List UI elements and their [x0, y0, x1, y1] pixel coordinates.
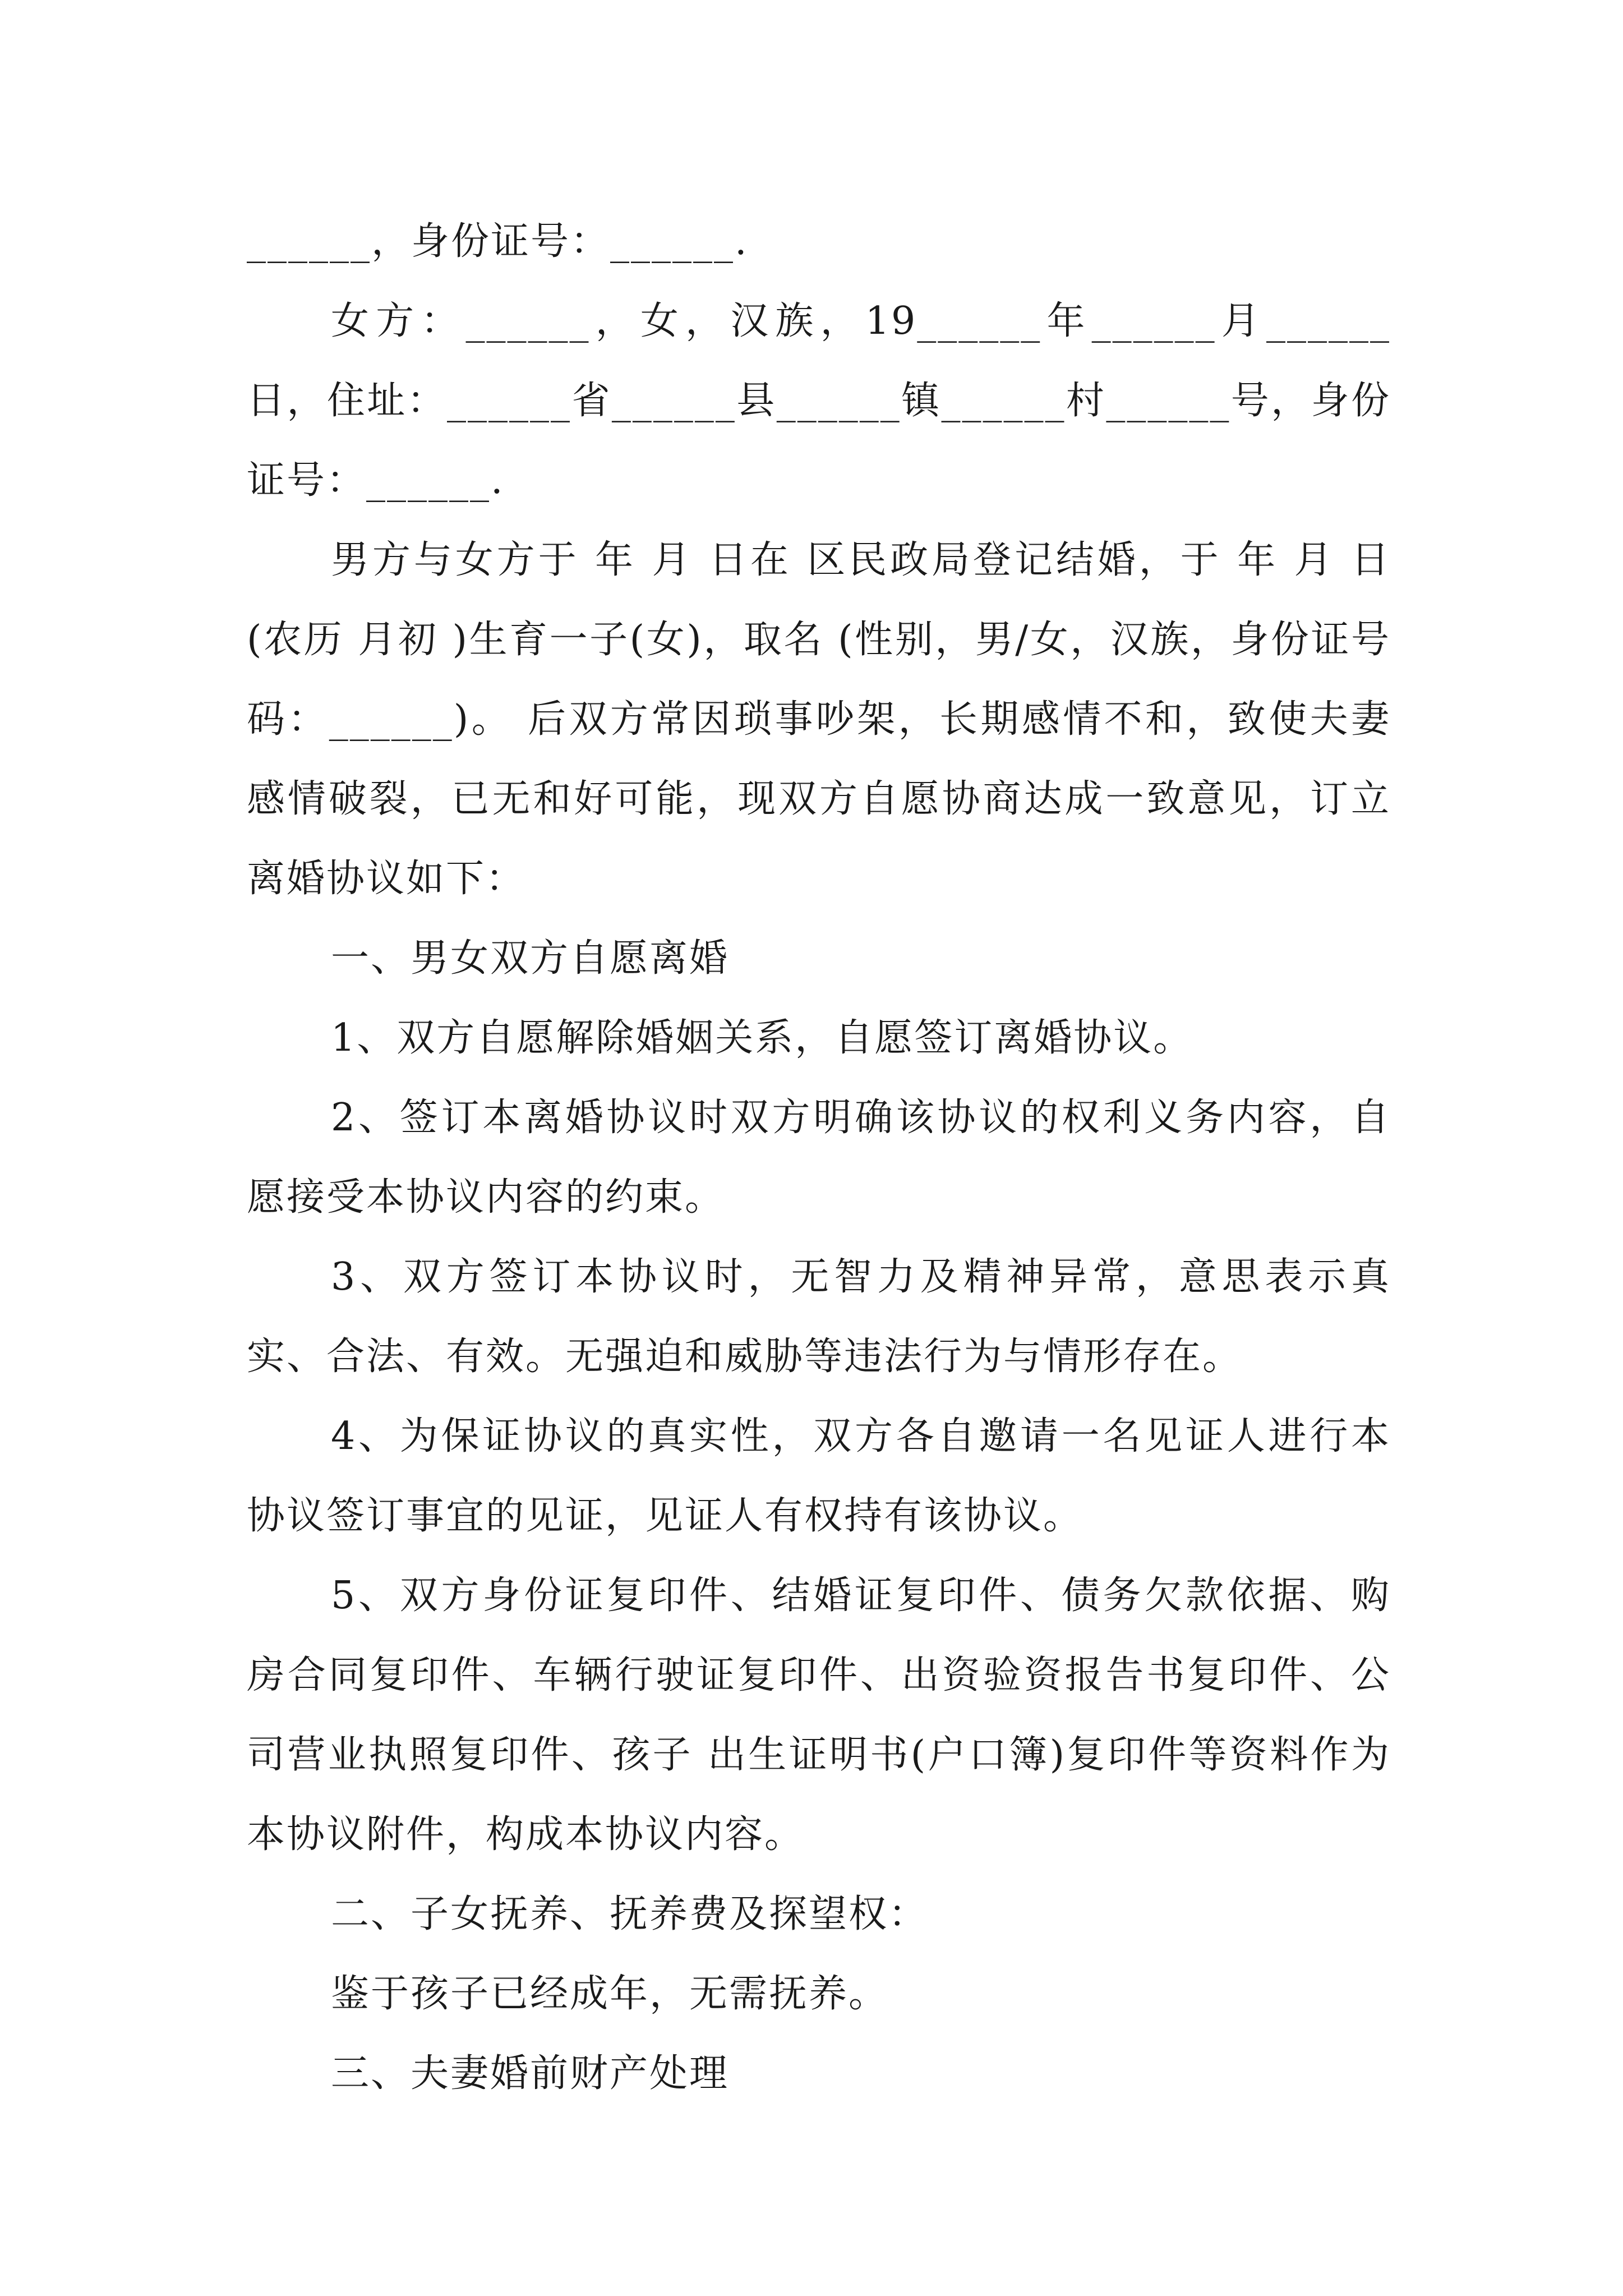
section-heading-premarital-property: 三、夫妻婚前财产处理 [331, 2051, 730, 2096]
paragraph-wife-info: 女方：______，女，汉族，19______年______月______日，住址：______省______县______镇______村______号，身份证号：______. [247, 299, 1391, 503]
document-body [247, 202, 1391, 2114]
clause-1: 1、双方自愿解除婚姻关系，自愿签订离婚协议。 [331, 1016, 1193, 1060]
section-heading-voluntary-divorce: 一、男女双方自愿离婚 [331, 936, 730, 981]
clause-4: 4、为保证协议的真实性，双方各自邀请一名见证人进行本协议签订事宜的见证，见证人有权持有该协议。 [247, 1414, 1391, 1538]
clause-2: 2、签订本离婚协议时双方明确该协议的权利义务内容，自愿接受本协议内容的约束。 [247, 1096, 1391, 1220]
clause-5: 5、双方身份证复印件、结婚证复印件、债务欠款依据、购房合同复印件、车辆行驶证复印件、出资验资报告书复印件、公司营业执照复印件、孩子 出生证明书(户口簿)复印件等资料作为本协议附件，构成本协议内容。 [247, 1573, 1391, 1857]
paragraph-child-adult: 鉴于孩子已经成年，无需抚养。 [331, 1972, 889, 2016]
paragraph-id-number-line: ______，身份证号：______. [247, 219, 749, 264]
paragraph-marriage-background: 男方与女方于 年 月 日在 区民政局登记结婚，于 年 月 日(农历 月初 )生育一子(女)，取名 (性别，男/女，汉族，身份证号码：______)。 后双方常因琐事吵架，长期感情不和，致使夫妻感情破裂，已无和好可能，现双方自愿协商达成一致意见，订立离婚协议如下： [247, 538, 1391, 901]
section-heading-child-custody: 二、子女抚养、抚养费及探望权： [331, 1892, 929, 1936]
clause-3: 3、双方签订本协议时，无智力及精神异常，意思表示真实、合法、有效。无强迫和威胁等违法行为与情形存在。 [247, 1255, 1391, 1379]
